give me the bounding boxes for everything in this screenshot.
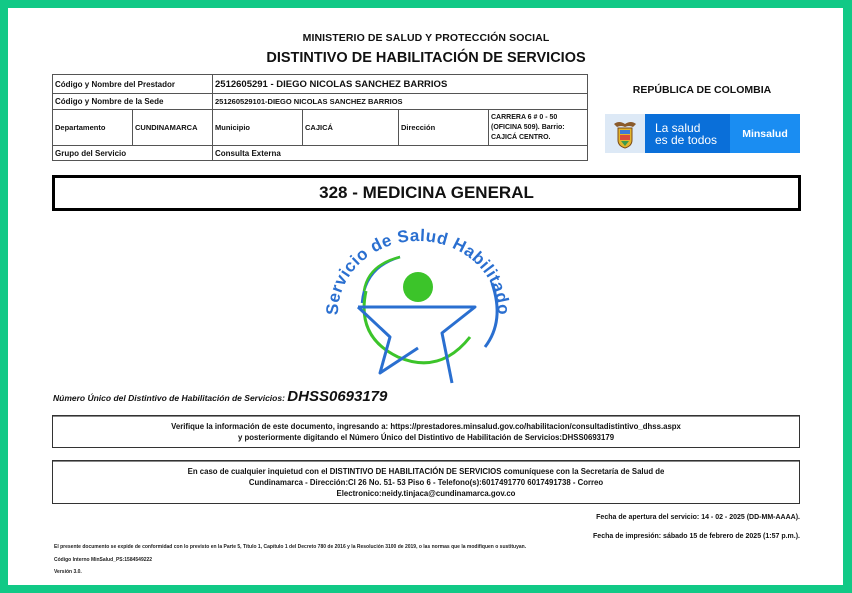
slogan-line-1: La salud xyxy=(655,120,701,135)
opening-date: Fecha de apertura del servicio: 14 - 02 - 2025 (DD-MM-AAAA). xyxy=(596,514,800,521)
grupo-label: Grupo del Servicio xyxy=(53,146,213,161)
contact-line-3: Electronico:neidy.tinjaca@cundinamarca.gov.co xyxy=(336,489,516,498)
slogan xyxy=(645,114,730,153)
prestador-label: Código y Nombre del Prestador xyxy=(53,75,213,94)
svg-text:Servicio de Salud Habilitado xyxy=(323,226,513,316)
servicio-habilitado-seal-icon xyxy=(320,225,515,385)
contact-line-2: Cundinamarca - Dirección:Cl 26 No. 51- 53 Piso 6 - Telefono(s):6017491770 6017491738 - Correo xyxy=(248,478,604,487)
print-date: Fecha de impresión: sábado 15 de febrero de 2025 (1:57 p.m.). xyxy=(593,533,800,540)
version: Versión 3.0. xyxy=(54,569,82,575)
contact-line-1: En caso de cualquier inquietud con el DISTINTIVO DE HABILITACIÓN DE SERVICIOS comuníquese con la Secretaría de Salud de xyxy=(187,467,665,476)
sede-label: Código y Nombre de la Sede xyxy=(53,94,213,110)
sede-value: 251260529101-DIEGO NICOLAS SANCHEZ BARRIOS xyxy=(213,94,588,110)
ministry-name: MINISTERIO DE SALUD Y PROTECCIÓN SOCIAL xyxy=(302,32,550,44)
internal-code: Código Interno MinSalud_PS:1584549222 xyxy=(54,557,153,563)
municipio-value: CAJICÁ xyxy=(303,110,399,146)
verify-line-2: y posteriormente digitando el Número Único del Distintivo de Habilitación de Servicios:DHSS0693179 xyxy=(237,433,615,442)
service-name-box xyxy=(52,175,801,211)
legal-notice: El presente documento se expide de conformidad con lo previsto en la Parte 5, Título 1, Capítulo 1 del Decreto 780 de 2016 y la Resolución 3100 de 2019, o las normas que la modifiquen o sustituyan. xyxy=(54,544,527,550)
prestador-value: 2512605291 - DIEGO NICOLAS SANCHEZ BARRIOS xyxy=(213,75,588,94)
country-name: REPÚBLICA DE COLOMBIA xyxy=(632,84,772,96)
contact-box xyxy=(52,460,800,504)
direccion-label: Dirección xyxy=(399,110,489,146)
table-row xyxy=(53,75,588,94)
distintivo-code: DHSS0693179 xyxy=(287,388,388,405)
municipio-label: Municipio xyxy=(213,110,303,146)
departamento-value: CUNDINAMARCA xyxy=(133,110,213,146)
provider-info-table xyxy=(52,74,588,161)
table-row xyxy=(53,146,588,161)
table-row xyxy=(53,110,588,146)
minsalud-brand: Minsalud xyxy=(730,114,800,153)
slogan-line-2: es de todos xyxy=(655,132,718,147)
seal-text: Servicio de Salud Habilitado xyxy=(322,225,514,316)
grupo-value: Consulta Externa xyxy=(213,146,588,161)
verify-box xyxy=(52,415,800,448)
direccion-value: CARRERA 6 # 0 - 50 (OFICINA 509). Barrio: CAJICÁ CENTRO. xyxy=(489,110,588,146)
table-row xyxy=(53,94,588,110)
service-name: 328 - MEDICINA GENERAL xyxy=(319,183,534,202)
minsalud-banner xyxy=(605,114,800,153)
verify-line-1: Verifique la información de este documento, ingresando a: https://prestadores.minsalud.gov.co/habilitacion/consultadistintivo_dhss.aspx xyxy=(171,422,681,431)
colombia-crest-icon xyxy=(605,114,645,153)
distintivo-label: Número Único del Distintivo de Habilitación de Servicios: xyxy=(53,393,285,403)
distintivo-number xyxy=(53,388,387,405)
departamento-label: Departamento xyxy=(53,110,133,146)
document-title: DISTINTIVO DE HABILITACIÓN DE SERVICIOS xyxy=(266,50,586,66)
